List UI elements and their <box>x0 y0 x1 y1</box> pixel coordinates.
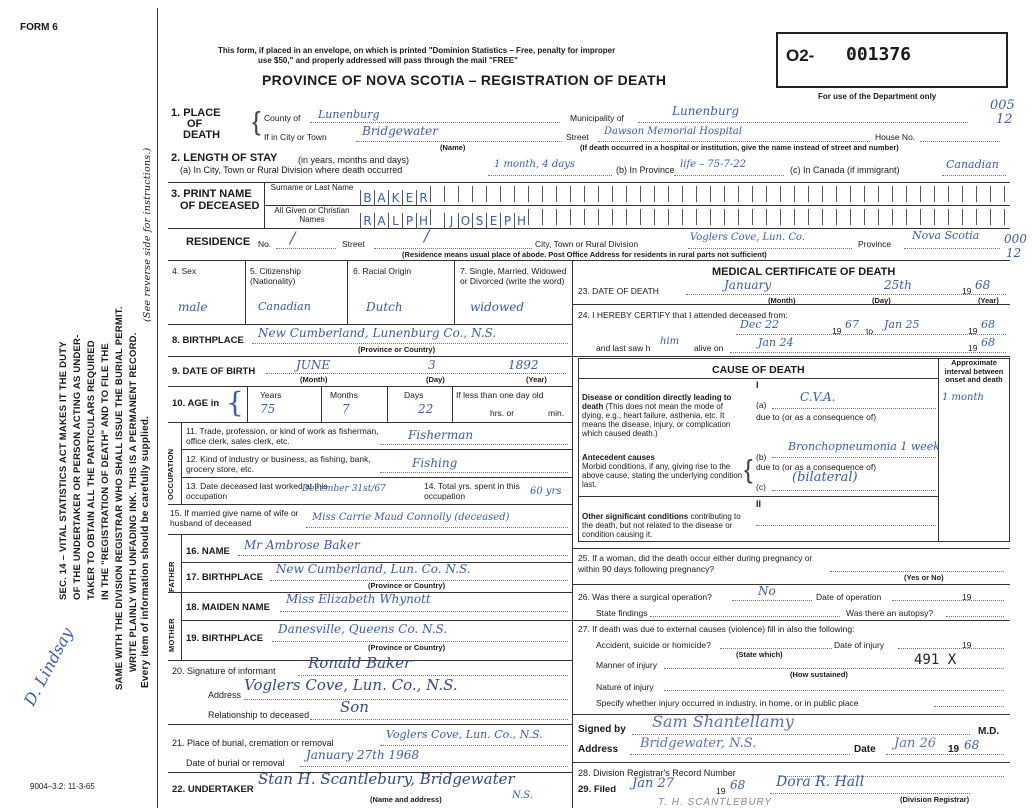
city-label: If in City or Town <box>264 132 327 142</box>
other-line <box>756 525 936 526</box>
alive-year-prefix: 19 <box>968 343 978 353</box>
other-conditions-note: contributing to the death, but not related to the disease or condition causing it. <box>582 512 741 539</box>
residence-city-label: City, Town or Rural Division <box>535 239 639 249</box>
autopsy-line <box>946 616 1004 617</box>
father-name-label: 16. NAME <box>186 546 230 557</box>
informant-address-line <box>244 699 568 700</box>
print-name-label-2: OF DECEASED <box>180 200 260 212</box>
dob-line <box>266 373 566 374</box>
autopsy-label: Was there an autopsy? <box>846 608 934 618</box>
residence-street-value: / <box>424 226 430 245</box>
relationship-label: Relationship to deceased <box>208 710 310 720</box>
county-line <box>310 122 560 123</box>
burial-date-value: January 27th 1968 <box>306 748 420 762</box>
informant-address: Voglers Cove, Lun. Co., N.S. <box>244 676 458 694</box>
citizenship-label: 5. Citizenship (Nationality) <box>250 266 302 286</box>
citizenship-value: Canadian <box>258 300 311 313</box>
manner-label: Manner of injury <box>596 660 657 670</box>
informant-signature-label: 20. Signature of informant <box>172 666 276 676</box>
envelope-note: This form, if placed in an envelope, on which is printed "Dominion Statistics – Free, penalty for improper <box>218 46 616 55</box>
house-line <box>920 141 1000 142</box>
filed-year: 68 <box>730 778 746 792</box>
mother-maiden-name-label: 18. MAIDEN NAME <box>186 602 270 613</box>
trade-line <box>380 444 568 445</box>
certificate-year: 68 <box>964 738 980 752</box>
attended-from: Dec 22 <box>740 318 779 331</box>
marital-status-label: 7. Single, Married, Widowed or Divorced (write the word) <box>460 266 567 286</box>
dod-day: 25th <box>884 278 912 292</box>
stay-c-line <box>942 175 1006 176</box>
to-label: to <box>866 326 874 336</box>
age-label: 10. AGE in <box>172 398 220 409</box>
day-caption: (Day) <box>872 296 891 305</box>
father-birthplace-label: 17. BIRTHPLACE <box>186 572 264 583</box>
registrar-signature: Dora R. Hall <box>776 774 865 790</box>
findings-label: State findings <box>596 608 648 618</box>
surgical-label: 26. Was there a surgical operation? <box>578 592 712 602</box>
operation-date-line <box>892 600 1004 601</box>
antecedent-heading: Antecedent causes <box>582 453 655 462</box>
residence-province-line <box>904 248 1000 249</box>
informant-address-label: Address <box>208 690 242 700</box>
manner-code: 491 X <box>914 652 957 668</box>
informant-signature: Ronald Baker <box>308 654 412 672</box>
rule <box>572 548 1010 549</box>
industry-value: Fishing <box>412 456 458 470</box>
occupation-side-label: OCCUPATION <box>166 448 175 500</box>
registration-prefix: O2- <box>786 46 815 65</box>
registration-number: 001376 <box>846 44 912 65</box>
stay-b-line <box>674 175 784 176</box>
accident-label: Accident, suicide or homicide? <box>596 640 711 650</box>
rule <box>572 762 1010 763</box>
given-char: A <box>374 213 388 229</box>
cause-b-value: Bronchopneumonia 1 week <box>788 440 940 453</box>
signed-by-label: Signed by <box>578 724 626 735</box>
last-worked-value: December 31st/67 <box>302 484 386 494</box>
accident-line <box>720 648 832 649</box>
given-char: H <box>514 213 528 229</box>
rule <box>321 386 322 422</box>
medical-certificate-title: MEDICAL CERTIFICATE OF DEATH <box>712 266 896 278</box>
other-conditions-label <box>582 512 748 539</box>
injury-date-line <box>898 648 1004 649</box>
rule <box>181 534 182 660</box>
undertaker-value: Stan H. Scantlebury, Bridgewater <box>258 770 515 788</box>
given-char: O <box>458 213 472 229</box>
rule <box>181 620 572 621</box>
residence-no-label: No. <box>258 239 272 249</box>
street-label: Street <box>566 132 589 142</box>
age-brace: { <box>226 386 244 419</box>
filed-label: 29. Filed <box>578 784 617 795</box>
act-notice-line: OF THE UNDERTAKER OR PERSON ACTING AS UNDER- <box>72 334 83 600</box>
stay-a-label: (a) In City, Town or Rural Division where death occurred <box>180 165 403 175</box>
residence-city-value: Voglers Cove, Lun. Co. <box>690 232 806 243</box>
given-char: P <box>402 213 416 229</box>
spouse-line <box>306 527 568 528</box>
surname-label: Surname or Last Name <box>270 183 354 192</box>
certificate-date-label: Date <box>854 744 876 755</box>
given-name-boxes <box>360 209 1018 230</box>
burial-date-line <box>300 766 568 767</box>
mother-birthplace-value: Danesville, Queens Co. N.S. <box>278 622 448 636</box>
registrar-caption: (Division Registrar) <box>900 795 970 804</box>
attended-line <box>736 334 1006 335</box>
age-years: 75 <box>260 402 276 416</box>
residence-code: 000 <box>1004 232 1027 246</box>
rule <box>572 620 1010 621</box>
industry-line <box>934 706 1004 707</box>
dod-month: January <box>724 278 772 292</box>
given-char: P <box>500 213 514 229</box>
sex-value: male <box>178 300 208 314</box>
rule <box>168 422 572 423</box>
father-birthplace-value: New Cumberland, Lun. Co. N.S. <box>276 562 471 576</box>
instructions-note: (See reverse side for instructions.) <box>142 147 153 322</box>
given-char: H <box>416 213 430 229</box>
certificate-year-prefix: 19 <box>948 744 960 755</box>
city-value: Bridgewater <box>362 124 438 138</box>
operation-year-prefix: 19 <box>962 592 972 602</box>
brace: { <box>744 454 753 484</box>
total-years-label: 14. Total yrs. spent in this occupation <box>424 481 520 501</box>
racial-origin-label: 6. Racial Origin <box>353 266 412 276</box>
age-days: 22 <box>418 402 434 416</box>
how-sustained-caption: (How sustained) <box>790 670 848 679</box>
rule <box>578 378 938 379</box>
burial-place-label: 21. Place of burial, cremation or removal <box>172 738 334 748</box>
form-left-border <box>157 8 158 808</box>
given-char: R <box>360 213 374 229</box>
place-of-death-label: 1. PLACE OF DEATH <box>171 107 221 141</box>
findings-line <box>650 616 840 617</box>
municipality-line <box>638 122 968 123</box>
surname-char: K <box>388 190 402 206</box>
direct-cause-label <box>582 393 742 438</box>
undertaker-label: 22. UNDERTAKER <box>172 784 254 795</box>
residence-city-line <box>688 248 852 249</box>
mother-maiden-name-value: Miss Elizabeth Whynott <box>286 592 431 606</box>
industry-question: Specify whether injury occurred in industry, in home, or in public place <box>596 698 859 708</box>
residence-no-value: / <box>290 228 296 247</box>
cause-b-line <box>772 457 936 458</box>
act-notice-line: TAKER TO OBTAIN ALL THE PARTICULARS REQUIRED <box>86 340 97 600</box>
residence-code-2: 12 <box>1006 246 1022 260</box>
city-line <box>356 141 562 142</box>
stay-b-label: (b) In Province <box>616 165 675 175</box>
alive-year: 68 <box>981 336 995 349</box>
dod-year: 68 <box>975 278 991 292</box>
antecedent-label <box>582 453 748 489</box>
physician-signature: Sam Shantellamy <box>652 712 794 731</box>
rule <box>168 504 572 505</box>
registration-number-box <box>776 32 1008 88</box>
trade-value: Fisherman <box>408 428 474 442</box>
cause-a-interval: 1 month <box>942 392 984 403</box>
cause-c-value: (bilateral) <box>792 470 858 485</box>
cause-of-death-title: CAUSE OF DEATH <box>712 364 805 376</box>
burial-place-value: Voglers Cove, Lun. Co., N.S. <box>386 728 543 741</box>
interval-label: Approximate interval between onset and death <box>944 358 1004 384</box>
municipality-label: Municipality of <box>570 113 624 123</box>
department-use-note: For use of the Department only <box>818 92 937 101</box>
residence-street-label: Street <box>342 239 365 249</box>
rule <box>572 304 1010 305</box>
industry-label: 12. Kind of industry or business, as fishing, bank, grocery store, etc. <box>186 454 371 474</box>
given-char: J <box>444 213 458 229</box>
direct-cause-heading: Disease or condition directly leading to death <box>582 393 732 411</box>
certify-label: 24. I HEREBY CERTIFY that I attended deceased from: <box>578 310 788 320</box>
state-which-caption: (State which) <box>736 650 783 659</box>
surname-char: A <box>374 190 388 206</box>
department-code-2: 12 <box>996 112 1013 127</box>
act-notice-line: IN THE "REGISTRATION OF DEATH" AND TO FILE THE <box>100 343 111 600</box>
days-label: Days <box>404 390 424 400</box>
stay-a-line <box>488 175 612 176</box>
manner-line <box>664 668 1004 669</box>
other-conditions-heading: Other significant conditions <box>582 512 689 521</box>
attended-to: Jan 25 <box>884 318 920 331</box>
dob-month: JUNE <box>296 358 331 372</box>
surgical-line <box>732 600 812 601</box>
department-code: 005 <box>990 98 1015 113</box>
surname-char: R <box>416 190 430 206</box>
alive-on-label: alive on <box>694 343 724 353</box>
province-caption: (Province or Country) <box>368 643 446 652</box>
province-caption: (Province or Country) <box>358 345 436 354</box>
mother-side-label: MOTHER <box>167 618 176 652</box>
birthplace-label: 8. BIRTHPLACE <box>172 335 244 346</box>
antecedent-note: Morbid conditions, if any, giving rise to the above cause, stating the underlying condition last. <box>582 462 743 489</box>
father-name-line <box>238 555 568 556</box>
due-to-label: due to (or as a consequence of) <box>756 412 877 422</box>
rule <box>452 386 453 422</box>
burial-place-line <box>380 745 568 746</box>
physician-address: Bridgewater, N.S. <box>640 736 757 751</box>
father-name-value: Mr Ambrose Baker <box>244 538 360 552</box>
yes-no-caption: (Yes or No) <box>904 573 944 582</box>
residence-province-value: Nova Scotia <box>912 229 980 242</box>
house-no-label: House No. <box>875 132 916 142</box>
month-caption: (Month) <box>768 296 796 305</box>
filed-date: Jan 27 <box>632 776 675 791</box>
dod-line <box>686 294 1006 295</box>
cause-a-line <box>772 408 936 409</box>
envelope-note-2: use $50," and properly addressed will pass through the mail "FREE" <box>258 56 518 65</box>
given-char: L <box>388 213 402 229</box>
margin-signature: D. Lindsay <box>20 624 77 709</box>
alive-on-line <box>730 352 1006 353</box>
last-worked-label: 13. Date deceased last worked at this occupation <box>186 481 328 501</box>
burial-date-label: Date of burial or removal <box>186 758 285 768</box>
street-line <box>598 141 870 142</box>
racial-origin-value: Dutch <box>366 300 403 314</box>
to-year-prefix: 19 <box>968 326 978 336</box>
length-of-stay-note: (in years, months and days) <box>298 155 410 165</box>
residence-street-line <box>374 248 532 249</box>
injury-year-prefix: 19 <box>962 640 972 650</box>
dob-year: 1892 <box>508 358 539 372</box>
rule <box>168 534 572 535</box>
date-of-death-label: 23. DATE OF DEATH <box>578 286 659 296</box>
last-saw-him: him <box>660 336 680 347</box>
date-of-birth-label: 9. DATE OF BIRTH <box>172 366 256 377</box>
direct-cause-note: (This does not mean the mode of dying, e.g., heart failure, asthenia, etc. It means the disease, injury, or complication which caused death.) <box>582 402 731 438</box>
hospital-note: (If death occurred in a hospital or institution, give the name instead of street and number) <box>580 143 899 152</box>
months-label: Months <box>330 390 358 400</box>
surgical-value: No <box>758 584 776 598</box>
municipality-value: Lunenburg <box>672 104 740 118</box>
surname-boxes <box>360 186 1018 207</box>
month-caption: (Month) <box>300 375 328 384</box>
pregnancy-label: 25. If a woman, did the death occur either during pregnancy or within 90 days following pregnancy? <box>578 553 813 574</box>
stay-a-value: 1 month, 4 days <box>494 159 575 170</box>
birthplace-line <box>252 343 568 344</box>
trade-label: 11. Trade, profession, or kind of work as fisherman, office clerk, sales clerk, etc. <box>186 426 379 446</box>
form-title: PROVINCE OF NOVA SCOTIA – REGISTRATION OF DEATH <box>262 72 667 88</box>
industry-line <box>380 472 568 473</box>
street-value: Dawson Memorial Hospital <box>604 126 742 137</box>
form-number: FORM 6 <box>20 22 58 33</box>
act-notice-line: Every item of information should be carefully supplied. <box>140 415 151 688</box>
county-label: County of <box>264 113 301 123</box>
record-number-label: 28. Division Registrar's Record Number <box>578 768 736 778</box>
cause-b-label: (b) <box>756 452 767 462</box>
stay-c-value: Canadian <box>946 158 999 171</box>
father-side-label: FATHER <box>167 561 176 592</box>
province-caption: (Province or Country) <box>368 581 446 590</box>
injury-date-label: Date of injury <box>834 640 885 650</box>
given-char: S <box>472 213 486 229</box>
rule <box>168 324 572 325</box>
hours-label: hrs. or <box>490 408 515 418</box>
registrar-line <box>770 793 970 794</box>
rule <box>347 260 348 324</box>
undertaker-caption: (Name and address) <box>370 795 442 804</box>
alive-on-value: Jan 24 <box>758 336 794 349</box>
length-of-stay-label: 2. LENGTH OF STAY <box>171 152 278 164</box>
undertaker-stamp: T. H. SCANTLEBURY <box>658 797 773 808</box>
residence-label: RESIDENCE <box>186 236 251 248</box>
given-name-label: All Given or Christian Names <box>274 206 350 224</box>
signed-line <box>632 734 970 735</box>
name-caption: (Name) <box>440 143 466 152</box>
physician-address-label: Address <box>578 744 619 755</box>
mother-birthplace-label: 19. BIRTHPLACE <box>186 633 264 644</box>
cause-a-value: C.V.A. <box>800 390 836 404</box>
external-causes-label: 27. If death was due to external causes (violence) fill in also the following: <box>578 624 855 634</box>
day-caption: (Day) <box>426 375 445 384</box>
pregnancy-line <box>830 571 1004 572</box>
cause-a-label: (a) <box>756 400 767 410</box>
residence-province-label: Province <box>858 239 892 249</box>
nature-line <box>664 690 1004 691</box>
stay-b-value: life – 75-7-22 <box>680 159 746 170</box>
nature-label: Nature of injury <box>596 682 654 692</box>
certificate-date: Jan 26 <box>894 736 937 751</box>
residence-no-line <box>276 248 336 249</box>
stay-c-label: (c) In Canada (if immigrant) <box>790 165 900 175</box>
residence-note: (Residence means usual place of abode. Post Office Address for residents in rural parts not sufficient) <box>402 250 767 259</box>
last-saw-label: and last saw h <box>596 343 651 353</box>
rule <box>572 356 1010 357</box>
dob-day: 3 <box>428 358 436 372</box>
act-notice-line: WRITE PLAINLY WITH UNFADING INK. THIS IS A PERMANENT RECORD. <box>128 332 139 672</box>
operation-date-label: Date of operation <box>816 592 882 602</box>
rule <box>181 477 572 478</box>
relationship-line <box>310 719 568 720</box>
year-caption: (Year) <box>978 296 999 305</box>
mother-name-line <box>280 611 568 612</box>
physician-address-line <box>630 754 850 755</box>
act-notice-line: SEC. 14 – VITAL STATISTICS ACT MAKES IT THE DUTY <box>58 341 69 600</box>
rule <box>387 386 388 422</box>
surname-char: E <box>402 190 416 206</box>
print-name-label: 3. PRINT NAME <box>171 188 252 200</box>
part-one-label: I <box>756 380 759 390</box>
marital-status-value: widowed <box>470 300 525 314</box>
sex-label: 4. Sex <box>172 266 197 276</box>
surname-char: B <box>360 190 374 206</box>
brace: { <box>252 106 261 136</box>
dod-year-prefix: 19 <box>962 286 972 296</box>
birthplace-value: New Cumberland, Lunenburg Co., N.S. <box>258 326 497 340</box>
center-divider <box>572 260 573 808</box>
rule <box>168 356 572 357</box>
part-two-label: II <box>756 499 762 509</box>
rule <box>168 260 1010 261</box>
given-char: E <box>486 213 500 229</box>
county-value: Lunenburg <box>318 108 380 121</box>
cause-c-label: (c) <box>756 482 766 492</box>
age-months: 7 <box>342 402 350 416</box>
less-than-day-label: If less than one day old <box>456 390 544 400</box>
mother-birthplace-line <box>272 641 568 642</box>
rule <box>247 386 248 422</box>
act-notice-line: SAME WITH THE DIVISION REGISTRAR WHO SHALL ISSUE THE BURIAL PERMIT. <box>114 306 125 690</box>
rule <box>181 449 572 450</box>
filed-year-prefix: 19 <box>716 786 726 796</box>
total-years-value: 60 yrs <box>530 486 562 497</box>
to-year: 68 <box>981 318 995 331</box>
due-to-label-2: due to (or as a consequence of) <box>756 462 877 472</box>
years-label: Years <box>260 390 282 400</box>
undertaker-value-2: N.S. <box>512 790 533 801</box>
year-caption: (Year) <box>526 375 547 384</box>
given-char <box>430 209 444 225</box>
from-year-prefix: 19 <box>832 326 842 336</box>
rule <box>572 584 1010 585</box>
certificate-date-line <box>886 754 1004 755</box>
spouse-label: 15. If married give name of wife or husband of deceased <box>170 508 299 528</box>
cause-c-line <box>772 490 936 491</box>
relationship-value: Son <box>340 698 369 716</box>
rule <box>168 724 572 725</box>
md-label: M.D. <box>978 726 1000 737</box>
rule <box>245 260 246 324</box>
rule <box>181 422 182 504</box>
from-year: 67 <box>845 318 859 331</box>
minutes-label: min. <box>548 408 565 418</box>
form-print-code: 9004–3.2: 11-3-65 <box>30 782 95 791</box>
rule <box>454 260 455 324</box>
rule <box>578 496 938 497</box>
spouse-value: Miss Carrie Maud Connolly (deceased) <box>312 512 510 523</box>
